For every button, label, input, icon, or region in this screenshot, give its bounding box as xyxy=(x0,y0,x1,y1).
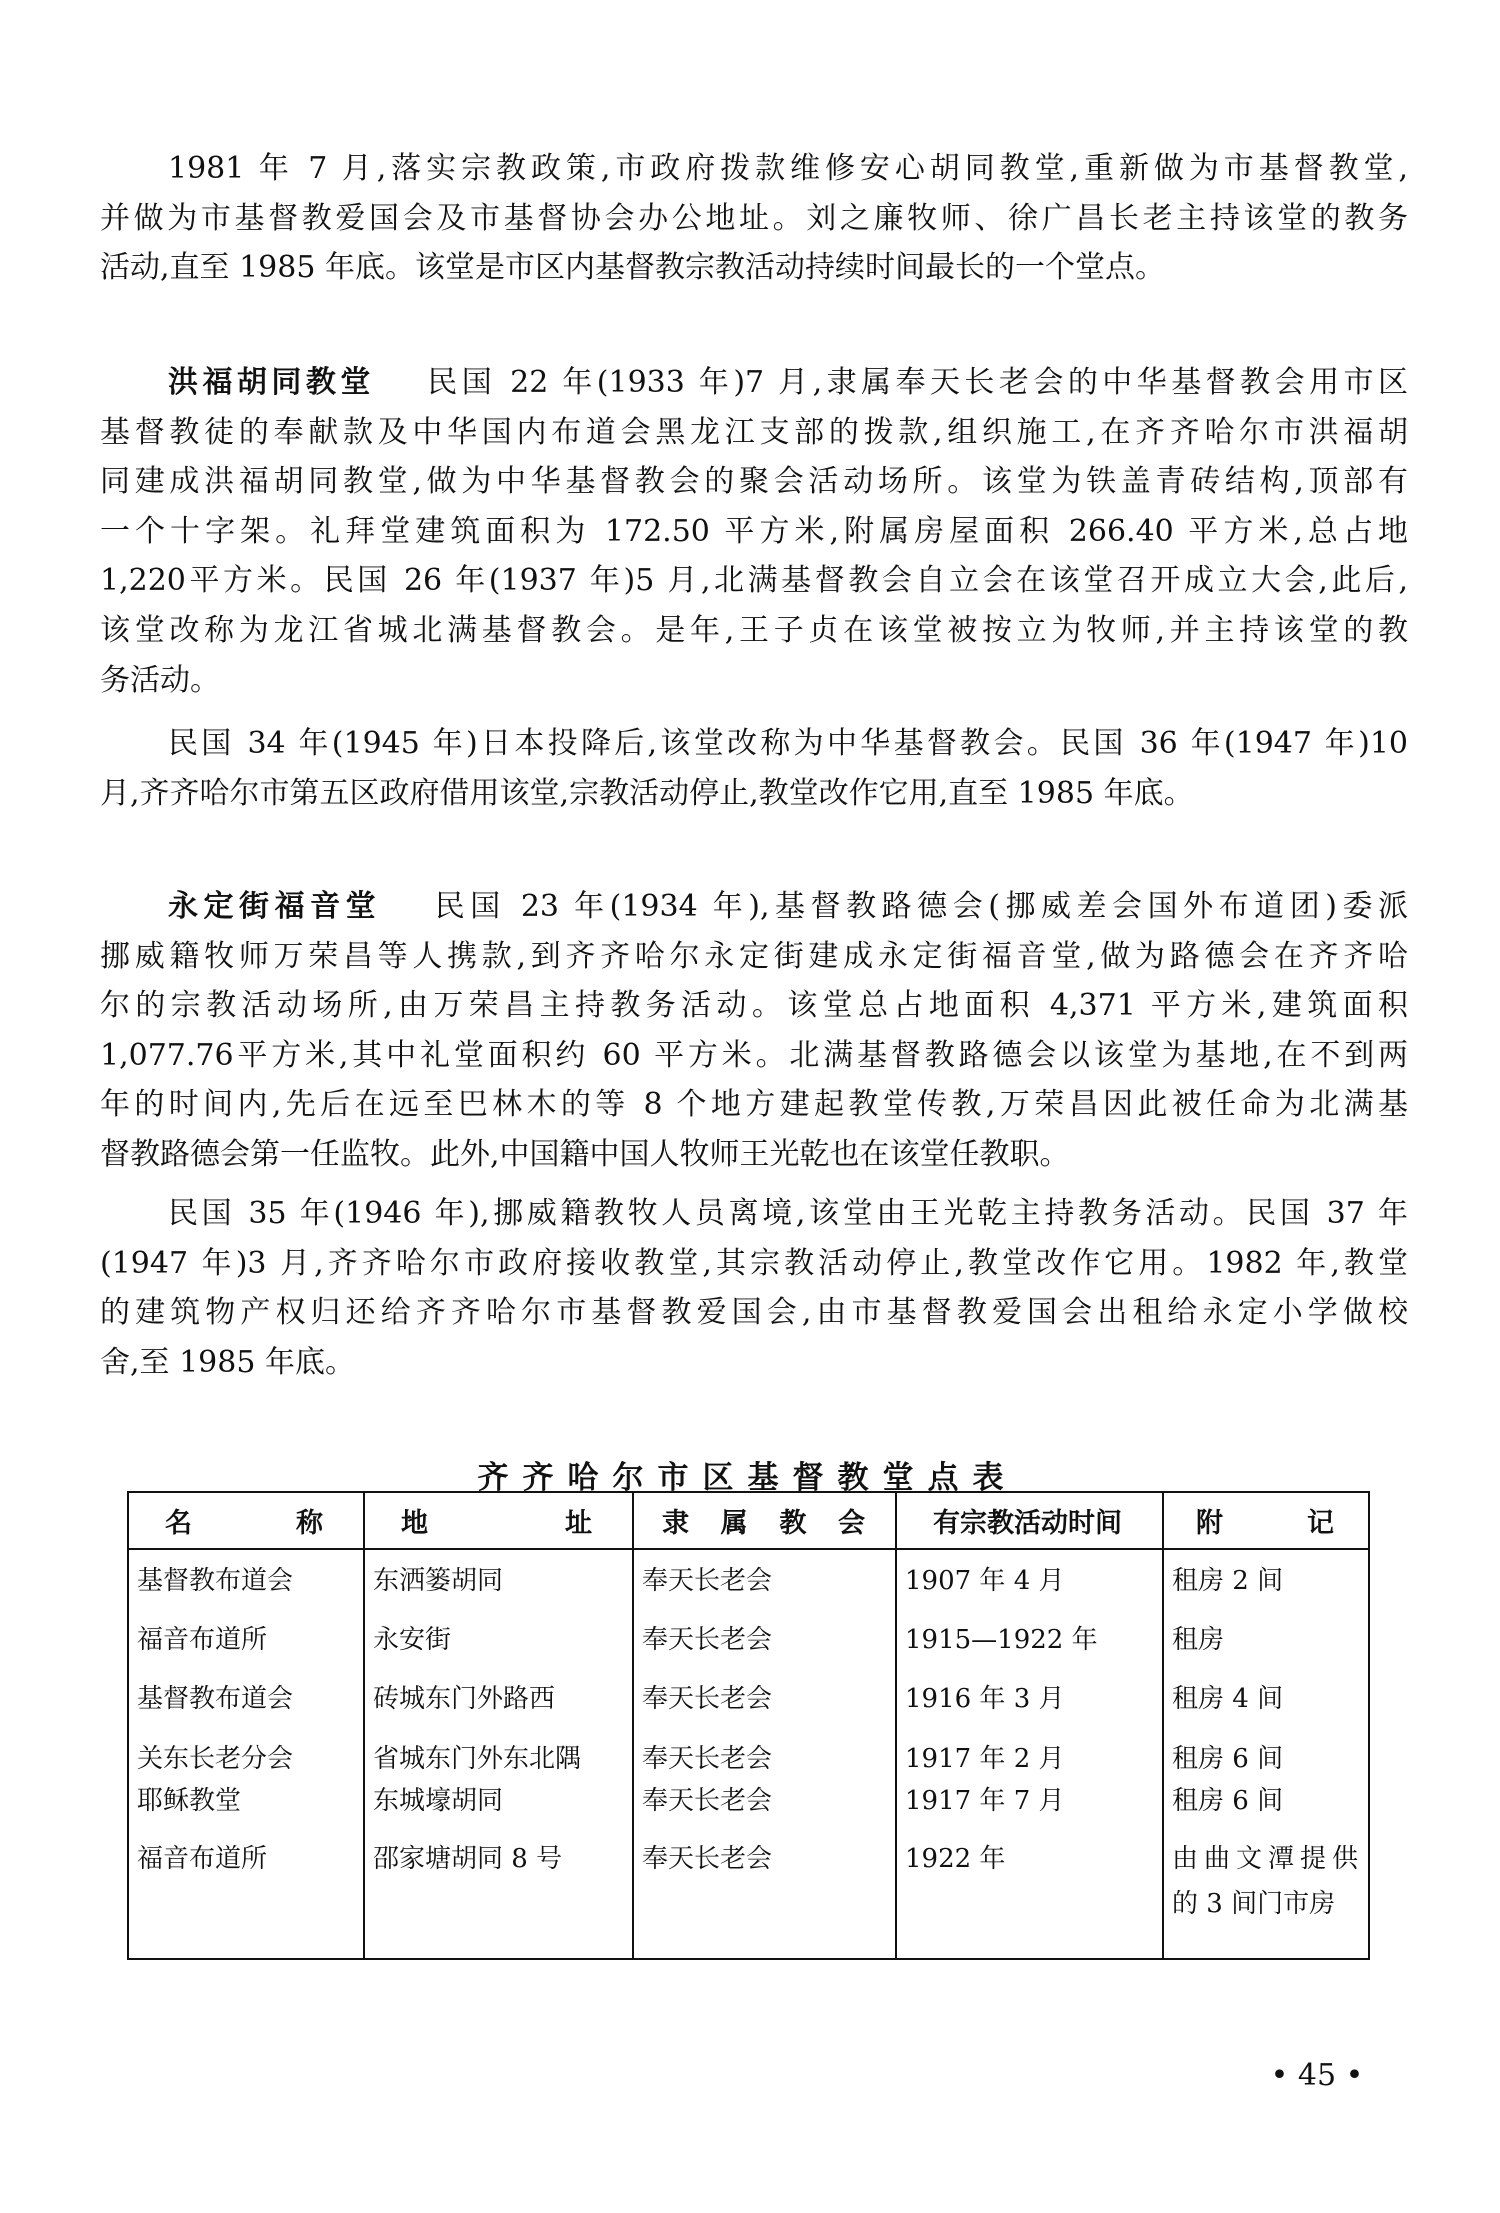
header-address xyxy=(364,1492,633,1549)
paragraph-5 xyxy=(100,1189,1408,1387)
table-cell: 1917 年 7 月 xyxy=(905,1786,1065,1816)
text-line: 督教路德会第一任监牧。此外,中国籍中国人牧师王光乾也在该堂任教职。 xyxy=(100,1136,1070,1172)
table-cell: 基督教布道会 xyxy=(137,1566,294,1596)
header-char: 会 xyxy=(837,1508,865,1539)
header-char: 址 xyxy=(565,1508,592,1539)
table-cell: 基督教布道会 xyxy=(137,1684,294,1714)
table-title: 齐齐哈尔市区基督教堂点表 xyxy=(477,1460,1018,1496)
table-cell: 砖城东门外路西 xyxy=(373,1684,556,1714)
table-cell: 租房 4 间 xyxy=(1172,1684,1284,1714)
column-address xyxy=(364,1549,633,1959)
header-char: 名 xyxy=(165,1508,192,1539)
text-line: 1981 年 7 月,落实宗教政策,市政府拨款维修安心胡同教堂,重新做为市基督教堂, xyxy=(168,151,1408,186)
header-notes xyxy=(1163,1492,1369,1549)
header-char: 教 xyxy=(779,1508,807,1539)
table-cell: 租房 xyxy=(1172,1625,1225,1655)
table-cell: 1916 年 3 月 xyxy=(905,1684,1065,1714)
header-char: 记 xyxy=(1307,1508,1334,1539)
header-char: 属 xyxy=(720,1508,748,1539)
text-line: 活动,直至 1985 年底。该堂是市区内基督教宗教活动持续时间最长的一个堂点。 xyxy=(100,250,1165,286)
text-line: 尔的宗教活动场所,由万荣昌主持教务活动。该堂总占地面积 4,371 平方米,建筑面积 xyxy=(100,988,1408,1024)
text-span: 民国 23 年(1934 年),基督教路德会(挪威差会国外布道团)委派 xyxy=(429,889,1408,924)
table-cell: 1922 年 xyxy=(905,1844,1006,1874)
text-line xyxy=(100,358,1408,408)
table-cell: 1907 年 4 月 xyxy=(905,1566,1065,1596)
table-cell: 省城东门外东北隅 xyxy=(373,1744,582,1774)
text-line: 1,220平方米。民国 26 年(1937 年)5 月,北满基督教会自立会在该堂召开成立大会,此后, xyxy=(100,563,1408,599)
section-heading: 永定街福音堂 xyxy=(168,889,382,924)
header-char: 地 xyxy=(401,1508,428,1539)
table-cell: 永安街 xyxy=(373,1625,452,1655)
text-line: 基督教徒的奉献款及中华国内布道会黑龙江支部的拨款,组织施工,在齐齐哈尔市洪福胡 xyxy=(100,414,1408,450)
text-line: 务活动。 xyxy=(100,662,220,698)
table-cell: 由曲文潭提供 xyxy=(1172,1844,1365,1874)
column-notes xyxy=(1163,1549,1369,1959)
header-char: 称 xyxy=(296,1508,323,1539)
text-line: 民国 35 年(1946 年),挪威籍教牧人员离境,该堂由王光乾主持教务活动。民国 37 年 xyxy=(168,1196,1408,1231)
table-cell: 租房 2 间 xyxy=(1172,1566,1284,1596)
text-line: 年的时间内,先后在远至巴林木的等 8 个地方建起教堂传教,万荣昌因此被任命为北满基 xyxy=(100,1087,1408,1123)
header-affiliated-church xyxy=(633,1492,896,1549)
column-name xyxy=(128,1549,364,1959)
table-cell: 奉天长老会 xyxy=(642,1786,773,1816)
table-cell: 奉天长老会 xyxy=(642,1566,773,1596)
table-cell: 东城壕胡同 xyxy=(373,1786,504,1816)
table-cell: 奉天长老会 xyxy=(642,1844,773,1874)
page-number: • 45 • xyxy=(1270,2058,1364,2093)
text-span: 民国 22 年(1933 年)7 月,隶属奉天长老会的中华基督教会用市区 xyxy=(422,365,1408,400)
table-header-row xyxy=(128,1492,1369,1549)
table-cell: 租房 6 间 xyxy=(1172,1744,1284,1774)
header-char: 附 xyxy=(1196,1508,1223,1539)
text-line: (1947 年)3 月,齐齐哈尔市政府接收教堂,其宗教活动停止,教堂改作它用。1982 年,教堂 xyxy=(100,1245,1408,1281)
table-cell: 邵家塘胡同 8 号 xyxy=(373,1844,563,1874)
section-yongding-gospel-hall xyxy=(100,882,1408,1180)
text-line: 1,077.76平方米,其中礼堂面积约 60 平方米。北满基督教路德会以该堂为基地,在不到两 xyxy=(100,1037,1408,1073)
text-line: 月,齐齐哈尔市第五区政府借用该堂,宗教活动停止,教堂改作它用,直至 1985 年底。 xyxy=(100,775,1194,811)
table-body xyxy=(128,1549,1369,1959)
text-line: 一个十字架。礼拜堂建筑面积为 172.50 平方米,附属房屋面积 266.40 平方米,总占地 xyxy=(100,513,1408,549)
section-hongfu-church xyxy=(100,358,1408,705)
section-heading: 洪福胡同教堂 xyxy=(168,365,375,400)
text-line xyxy=(100,882,1408,932)
header-activity-time xyxy=(896,1492,1163,1549)
table-cell: 租房 6 间 xyxy=(1172,1786,1284,1816)
table-cell: 奉天长老会 xyxy=(642,1744,773,1774)
column-time xyxy=(896,1549,1163,1959)
table-cell: 关东长老分会 xyxy=(137,1744,294,1774)
header-text: 有宗教活动时间 xyxy=(933,1508,1122,1539)
text-line: 舍,至 1985 年底。 xyxy=(100,1344,355,1380)
paragraph-3 xyxy=(100,719,1408,818)
header-char: 隶 xyxy=(662,1508,689,1539)
text-line: 的建筑物产权归还给齐齐哈尔市基督教爱国会,由市基督教爱国会出租给永定小学做校 xyxy=(100,1295,1408,1331)
table-cell: 福音布道所 xyxy=(137,1625,268,1655)
text-line: 民国 34 年(1945 年)日本投降后,该堂改称为中华基督教会。民国 36 年(1947 年)10 xyxy=(168,726,1408,761)
table-cell: 东洒篓胡同 xyxy=(373,1566,504,1596)
table-cell: 的 3 间门市房 xyxy=(1172,1889,1336,1919)
text-line: 该堂改称为龙江省城北满基督教会。是年,王子贞在该堂被按立为牧师,并主持该堂的教 xyxy=(100,612,1408,648)
table-cell: 福音布道所 xyxy=(137,1844,268,1874)
paragraph-1 xyxy=(100,144,1408,293)
table-cell: 1917 年 2 月 xyxy=(905,1744,1065,1774)
column-affiliation xyxy=(633,1549,896,1959)
text-line: 并做为市基督教爱国会及市基督协会办公地址。刘之廉牧师、徐广昌长老主持该堂的教务 xyxy=(100,200,1408,236)
header-name xyxy=(128,1492,364,1549)
table-cell: 耶稣教堂 xyxy=(137,1786,242,1816)
table-cell: 奉天长老会 xyxy=(642,1684,773,1714)
table-cell: 1915—1922 年 xyxy=(905,1625,1098,1655)
church-table xyxy=(127,1491,1370,1960)
table-cell: 奉天长老会 xyxy=(642,1625,773,1655)
text-line: 挪威籍牧师万荣昌等人携款,到齐齐哈尔永定街建成永定街福音堂,做为路德会在齐齐哈 xyxy=(100,938,1408,974)
text-line: 同建成洪福胡同教堂,做为中华基督教会的聚会活动场所。该堂为铁盖青砖结构,顶部有 xyxy=(100,464,1408,500)
